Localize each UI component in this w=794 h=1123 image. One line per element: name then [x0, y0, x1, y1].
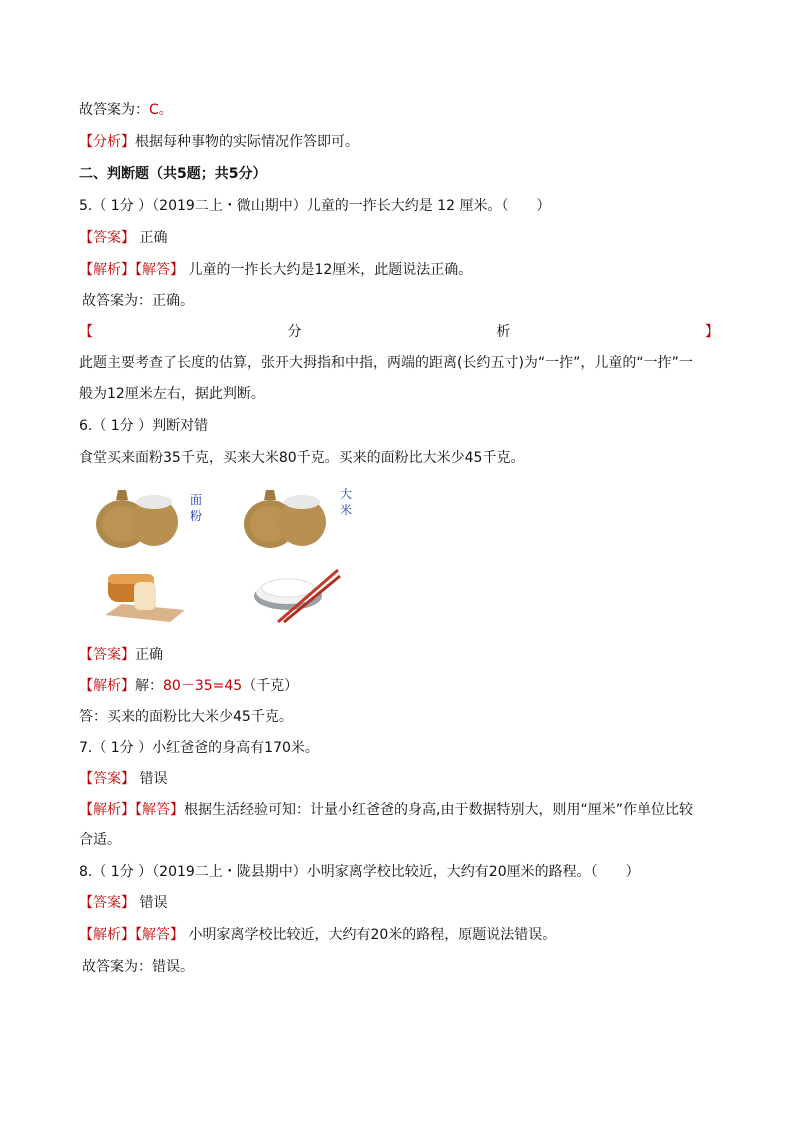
- rice-label-2: 米: [340, 503, 353, 517]
- rice-sacks-image: [240, 480, 360, 550]
- flour-label-1: 面: [190, 493, 203, 507]
- rice-label-1: 大: [340, 487, 353, 501]
- q8-answer: 【答案】 错误: [79, 895, 168, 911]
- q5-final: 故答案为：正确。: [82, 293, 194, 309]
- q7-explanation-2: 合适。: [79, 832, 121, 848]
- q6-answer: 【答案】正确: [79, 647, 163, 663]
- q7-explanation-1: 【解析】【解答】根据生活经验可知：计量小红爸爸的身高,由于数据特别大，则用“厘米”作单位比较: [79, 802, 693, 818]
- bread-image: [100, 560, 190, 625]
- section-title: 二、判断题（共5题；共5分）: [79, 166, 267, 182]
- rice-bowl-image: [248, 562, 343, 624]
- question-6-text: 食堂买来面粉35千克，买来大米80千克。买来的面粉比大米少45千克。: [79, 450, 525, 466]
- question-7: 7.（ 1分 ）小红爸爸的身高有170米。: [79, 740, 319, 756]
- q5-explanation: 【解析】【解答】 儿童的一拃长大约是12厘米，此题说法正确。: [79, 262, 473, 278]
- q7-answer: 【答案】 错误: [79, 771, 168, 787]
- analysis-text-1: 此题主要考查了长度的估算，张开大拇指和中指，两端的距离(长约五寸)为“一拃”，儿童的“一拃”一: [79, 355, 693, 371]
- flour-sacks-image: [92, 480, 212, 550]
- analysis-text-2: 般为12厘米左右，据此判断。: [79, 386, 265, 402]
- question-6: 6.（ 1分 ）判断对错: [79, 418, 209, 434]
- flour-label-2: 粉: [190, 509, 203, 523]
- question-8: 8.（ 1分 ）（2019二上・陇县期中）小明家离学校比较近，大约有20厘米的路程。（ ）: [79, 864, 640, 880]
- q6-explanation: 【解析】解：80－35=45（千克）: [79, 678, 299, 694]
- q8-final: 故答案为：错误。: [82, 959, 194, 975]
- answer-line: 故答案为：C。: [79, 102, 173, 118]
- analysis-heading: 【 分 析 】: [79, 324, 719, 340]
- q5-answer: 【答案】 正确: [79, 230, 168, 246]
- q8-explanation: 【解析】【解答】 小明家离学校比较近，大约有20米的路程，原题说法错误。: [79, 927, 557, 943]
- analysis-line: 【分析】根据每种事物的实际情况作答即可。: [79, 134, 359, 150]
- q6-final: 答：买来的面粉比大米少45千克。: [79, 709, 293, 725]
- question-5: 5.（ 1分 ）（2019二上・微山期中）儿童的一拃长大约是 12 厘米。（ ）: [79, 198, 551, 214]
